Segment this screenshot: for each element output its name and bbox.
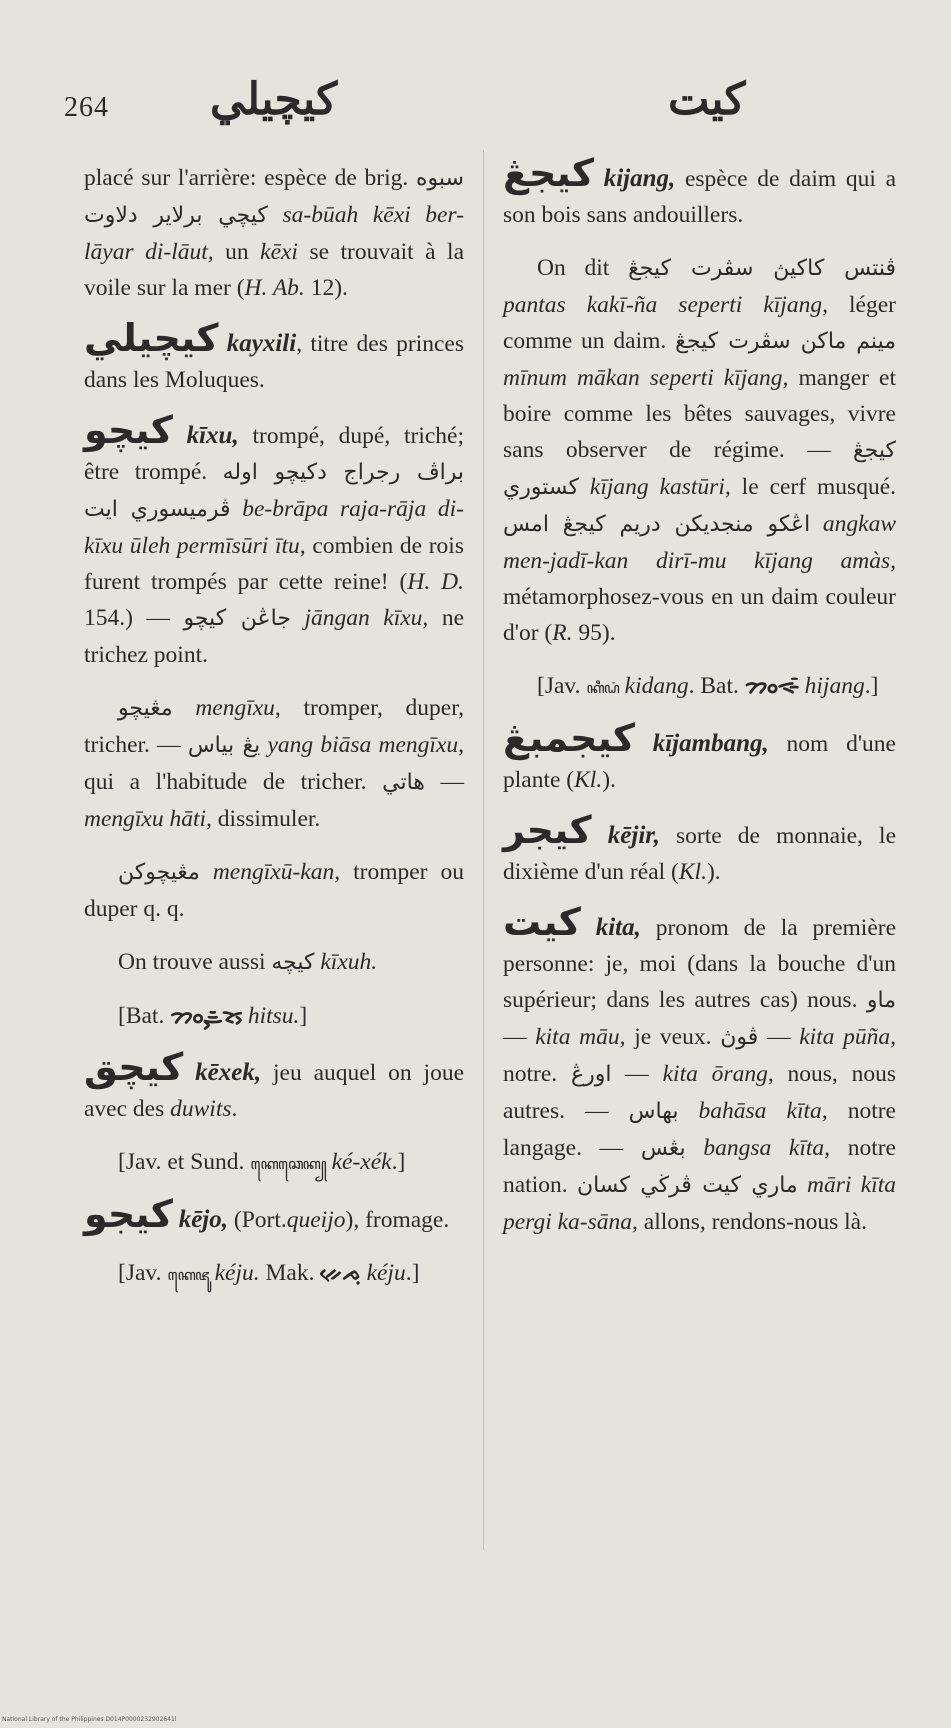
arabic-text: سبوه كيچي برلاير دلاوت xyxy=(84,166,464,228)
entry-arabic-headword: كيچو xyxy=(84,408,173,452)
entry-headword: kējo, xyxy=(178,1206,228,1233)
right-column xyxy=(503,151,897,1257)
entry-arabic-headword: كيت xyxy=(503,900,581,944)
running-headword-right: كيت xyxy=(668,75,746,124)
running-headword-left: كيچيلي xyxy=(210,75,338,124)
entry-headword: kayxili xyxy=(226,330,297,357)
entry-headword: kijang, xyxy=(603,165,676,192)
entry-continuation: placé sur l'arrière: espèce de brig. سبوه كيچي برلاير دلاوت sa-būah kēxi ber-lāyar di-lāut, un kēxi se trouvait à la voile sur la mer (H. Ab. 12). xyxy=(84,165,465,301)
entry-arabic-headword: كيجڠ xyxy=(503,151,594,195)
cognate-note: [Bat. ᯂᯪᯮᯥᯘᯮ hitsu.] xyxy=(118,1003,308,1029)
entry-kexek: كيچق kēxek, jeu auquel on joue avec des duwits. xyxy=(84,1045,465,1122)
subentry-note: On trouve aussi كيچه kīxuh. xyxy=(118,949,378,975)
javanese-script: ꦏꦺꦕꦺꦏ꧀ xyxy=(250,1155,326,1173)
left-column xyxy=(84,160,464,1310)
entry-arabic-headword: كيجو xyxy=(84,1192,173,1236)
entry-kejo: كيجو kējo, (Port.queijo), fromage. xyxy=(84,1192,450,1236)
entry-arabic-headword: كيچيلي xyxy=(84,316,219,360)
subentry-mengixukan: مڠيچوكن mengīxū-kan, tromper ou duper q. q. xyxy=(84,859,465,922)
entry-headword: kējir, xyxy=(607,822,660,849)
entry-kixu: كيچو kīxu, trompé, dupé, triché; être trompé. براڤ رجراج دكيچو اوله ڤرميسوري ايت be-brāpa raja-rāja di-kīxu ūleh permīsūri ītu, combien de rois furent trompés par cette reine! (H. D. 154.) — جاڠن كيچو jāngan kīxu, ne trichez point. xyxy=(84,408,465,668)
subentry-kijang-examples: On dit ڤنتس كاكيڽ سڤرت كيجڠ pantas kakī-ña seperti kījang, léger comme un daim. مينم ماكن سڤرت كيجڠ mīnum mākan seperti kījang, manger et boire comme les bêtes sauvages, vivre sans observer de régime. — كيجڠ كستوري kījang kastūri, le cerf musqué. اڠكو منجديكن دريم كيجڠ امس angkaw men-jadī-kan dirī-mu kījang amàs, métamorphosez-vous en un daim couleur d'or (R. 95). xyxy=(503,255,897,646)
cognate-note: [Jav. et Sund. ꦏꦺꦕꦺꦏ꧀ ké-xék.] xyxy=(118,1149,406,1175)
batak-script: ᯂᯪᯐᯰ xyxy=(744,674,799,699)
entry-headword: kēxek, xyxy=(195,1059,262,1086)
batak-script: ᯂᯪᯮᯥᯘᯮ xyxy=(170,1004,242,1029)
javanese-script: ꦏꦶꦝꦁ xyxy=(586,679,619,697)
entry-kijang: كيجڠ kijang, espèce de daim qui a son bois sans andouillers. xyxy=(503,151,897,228)
column-divider xyxy=(483,150,484,1550)
cognate-note: [Jav. ꦏꦺꦗꦸ kéju. Mak. ᨀᨙᨍᨘ kéju.] xyxy=(118,1260,420,1286)
javanese-script: ꦏꦺꦗꦸ xyxy=(167,1266,209,1284)
entry-kita: كيت kita, pronom de la première personne: je, moi (dans la bouche d'un supérieur; dans les autres cas) nous. ماو — kita māu, je veux. ڤوڽ — kita pūña, notre. اورڠ — kita ōrang, nous, nous autres. — بهاس bahāsa kīta, notre langage. — بڠس bangsa kīta, notre nation. ماري كيت ڤرڬي كسان māri kīta pergi ka-sāna, allons, rendons-nous là. xyxy=(503,900,897,1235)
cognate-note: [Jav. ꦏꦶꦝꦁ kidang. Bat. ᯂᯪᯐᯰ hijang.] xyxy=(537,673,879,699)
entry-arabic-headword: كيچق xyxy=(84,1045,184,1089)
subentry-mengixu: مڠيچو mengīxu, tromper, duper, tricher. — يڠ بياس yang biāsa mengīxu, qui a l'habitude de tricher. هاتي — mengīxu hāti, dissimuler. xyxy=(84,695,464,832)
entry-headword: kīxu, xyxy=(186,422,239,449)
footer-source: National Library of the Philippines D014P0000232902641l xyxy=(2,1716,177,1723)
entry-arabic-headword: كيجمبڠ xyxy=(503,716,635,760)
entry-headword: kījambang, xyxy=(652,730,769,757)
makassar-script: ᨀᨙᨍᨘ xyxy=(320,1261,361,1286)
entry-kejir: كيجر kējir, sorte de monnaie, le dixième d'un réal (Kl.). xyxy=(503,808,897,885)
entry-kayxili: كيچيلي kayxili, titre des princes dans les Moluques. xyxy=(84,316,464,393)
entry-kijambang: كيجمبڠ kījambang, nom d'une plante (Kl.). xyxy=(503,716,896,793)
page-number: 264 xyxy=(64,92,109,123)
entry-arabic-headword: كيجر xyxy=(503,808,592,852)
entry-headword: kita, xyxy=(595,914,641,941)
